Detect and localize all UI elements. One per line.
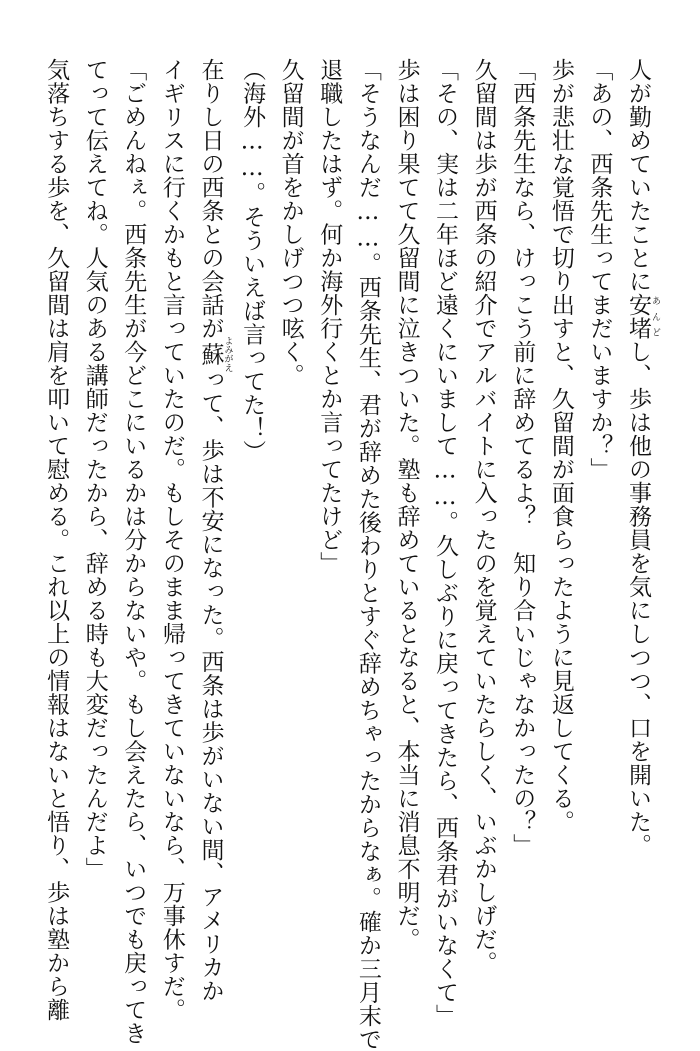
text-line-4: 「西条先生なら、けっこう前に辞めてるよ？ 知り合いじゃなかったの？」 bbox=[509, 58, 536, 857]
text-line-8: 「そうなんだ……。西条先生、君が辞めた後わりとすぐ辞めちゃったからなぁ。確か三月末で bbox=[354, 58, 381, 1051]
text-line-2: 「あの、西条先生ってまだいますか？」 bbox=[586, 58, 613, 481]
text-line-12: 在りし日の西条との会話が蘇 よみがえって、歩は不安になった。西条は歩がいない間、アメリカか bbox=[197, 58, 233, 1003]
text-line-14: 「ごめんねぇ。西条先生が今どこにいるかは分からないや。もし会えたら、いつでも戻ってき bbox=[120, 58, 147, 1045]
text-line-13: イギリスに行くかもと言っていたのだ。もしそのまま帰ってきていないなら、万事休すだ。 bbox=[158, 58, 185, 1022]
text-line-7: 歩は困り果てて久留間に泣きついた。塾も辞めているとなると、本当に消息不明だ。 bbox=[393, 58, 420, 951]
ruby-yomigaeru: 蘇 よみがえ bbox=[197, 336, 233, 372]
text-line-3: 歩が悲壮な覚悟で切り出すと、久留間が面食らったように見返してくる。 bbox=[547, 58, 574, 834]
text-line-10: 久留間が首をかしげつつ呟く。 bbox=[277, 58, 304, 387]
text-line-11: （海外……。そういえば言ってた！） bbox=[239, 58, 266, 464]
vertical-text-block bbox=[37, 58, 661, 1051]
ruby-anshin: 安堵 あんど bbox=[625, 293, 660, 340]
text-line-5: 久留間は歩が西条の紹介でアルバイトに入ったのを覚えていたらしく、いぶかしげだ。 bbox=[470, 58, 497, 975]
text-line-9: 退職したはず。何か海外行くとか言ってたけど」 bbox=[316, 58, 343, 575]
text-line-1: 人が勤めていたことに安堵 あんどし、歩は他の事務員を気にしつつ、口を開いた。 bbox=[625, 58, 660, 857]
text-line-15: てって伝えてね。人気のある講師だったから、辞める時も大変だったんだよ」 bbox=[81, 58, 108, 881]
text-line-6: 「その、実は二年ほど遠くにいまして……。久しぶりに戻ってきたら、西条君がいなくて」 bbox=[432, 58, 459, 1028]
text-line-16: 気落ちする歩を、久留間は肩を叩いて慰める。これ以上の情報はないと悟り、歩は塾から離 bbox=[43, 58, 70, 1022]
